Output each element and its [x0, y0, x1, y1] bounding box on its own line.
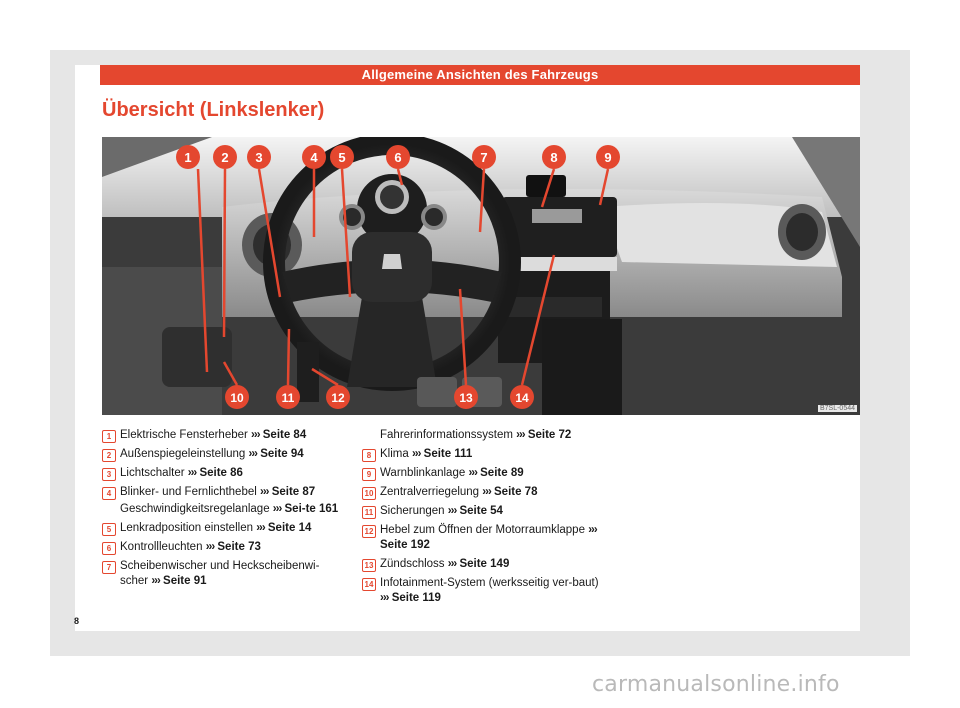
svg-text:2: 2 [221, 150, 229, 165]
callout-5 [330, 145, 354, 169]
page-reference[interactable]: ››› Seite 111 [411, 448, 473, 460]
svg-text:3: 3 [255, 150, 263, 165]
legend-item [362, 523, 602, 553]
legend-item [102, 447, 342, 462]
callout-14 [510, 385, 534, 409]
legend-text: Lenkradposition einstellen [120, 522, 253, 534]
callout-2 [213, 145, 237, 169]
legend-item [362, 576, 602, 606]
page-reference[interactable]: ››› Seite 91 [151, 575, 207, 587]
legend-text: Hebel zum Öffnen der Motorraumklappe [380, 524, 585, 536]
page-reference[interactable]: ››› Seite 84 [251, 429, 307, 441]
callout-8 [542, 145, 566, 169]
page-reference[interactable]: ››› Seite 119 [380, 592, 441, 604]
legend-text: Infotainment-System (werksseitig ver-baut) [380, 577, 599, 589]
dashboard-photo [102, 137, 860, 415]
legend-item [102, 466, 342, 481]
callout-12 [326, 385, 350, 409]
legend-text: Scheibenwischer und Heckscheibenwi-scher [120, 560, 320, 587]
page-reference[interactable]: ››› Seite 87 [260, 486, 316, 498]
legend-number: 12 [362, 525, 376, 538]
svg-text:8: 8 [550, 150, 558, 165]
legend-text: Sicherungen [380, 505, 445, 517]
legend-item [362, 447, 602, 462]
page-reference[interactable]: ››› Seite 86 [187, 467, 243, 479]
page-number: 8 [74, 616, 80, 626]
legend-text: Lichtschalter [120, 467, 185, 479]
section-header: Allgemeine Ansichten des Fahrzeugs [100, 65, 860, 85]
callout-11 [276, 385, 300, 409]
svg-text:6: 6 [394, 150, 402, 165]
callout-9 [596, 145, 620, 169]
svg-text:4: 4 [310, 150, 318, 165]
svg-text:1: 1 [184, 150, 192, 165]
legend-text: Kontrollleuchten [120, 541, 203, 553]
page-reference[interactable]: ››› Seite 54 [447, 505, 503, 517]
svg-text:7: 7 [480, 150, 488, 165]
svg-text:9: 9 [604, 150, 612, 165]
legend-item [362, 557, 602, 572]
legend-text: Elektrische Fensterheber [120, 429, 248, 441]
legend-number: 11 [362, 506, 376, 519]
legend-item [362, 466, 602, 481]
page-reference[interactable]: ››› Sei-te 161 [272, 503, 339, 515]
page-reference[interactable]: ››› Seite 94 [248, 448, 304, 460]
legend-text: Geschwindigkeitsregelanlage [120, 503, 270, 515]
page-reference[interactable]: ››› Seite 72 [516, 429, 572, 441]
page-reference[interactable]: ››› Seite 73 [205, 541, 261, 553]
legend-number: 10 [362, 487, 376, 500]
legend-item [102, 521, 342, 536]
svg-text:13: 13 [459, 391, 473, 405]
legend-text: Fahrerinformationssystem [380, 429, 513, 441]
legend-item [362, 504, 602, 519]
legend-right-column [362, 428, 602, 610]
legend-item [102, 428, 342, 443]
legend-item [102, 485, 342, 500]
callout-13 [454, 385, 478, 409]
svg-text:14: 14 [515, 391, 529, 405]
legend-item [102, 559, 342, 589]
page-reference[interactable]: ››› Seite 192 [380, 524, 597, 551]
legend-number: 5 [102, 523, 116, 536]
legend-number: 14 [362, 578, 376, 591]
page-reference[interactable]: ››› Seite 89 [468, 467, 524, 479]
legend-number: 4 [102, 487, 116, 500]
legend-number: 13 [362, 559, 376, 572]
figure-code: B7SL-0544 [819, 405, 855, 412]
legend-number: 2 [102, 449, 116, 462]
legend-text: Zündschloss [380, 558, 445, 570]
page-reference[interactable]: ››› Seite 78 [482, 486, 538, 498]
callout-7 [472, 145, 496, 169]
legend-text: Warnblinkanlage [380, 467, 466, 479]
svg-text:5: 5 [338, 150, 346, 165]
callout-10 [225, 385, 249, 409]
legend-item [102, 540, 342, 555]
legend-text: Außenspiegeleinstellung [120, 448, 246, 460]
legend-left-column [102, 428, 342, 593]
legend-item [362, 428, 602, 443]
svg-text:10: 10 [230, 391, 244, 405]
callout-6 [386, 145, 410, 169]
callout-layer [102, 137, 860, 415]
legend-number: 3 [102, 468, 116, 481]
legend-text: Blinker- und Fernlichthebel [120, 486, 257, 498]
svg-text:11: 11 [281, 391, 295, 405]
callout-4 [302, 145, 326, 169]
legend-text: Zentralverriegelung [380, 486, 480, 498]
page-reference[interactable]: ››› Seite 149 [447, 558, 510, 570]
page-reference[interactable]: ››› Seite 14 [256, 522, 312, 534]
watermark: carmanualsonline.info [592, 672, 840, 697]
legend-number: 6 [102, 542, 116, 555]
legend-item [102, 502, 342, 517]
legend-number: 8 [362, 449, 376, 462]
legend-item [362, 485, 602, 500]
legend-text: Klima [380, 448, 409, 460]
page-title: Übersicht (Linkslenker) [102, 99, 325, 121]
legend-number: 1 [102, 430, 116, 443]
legend-number: 7 [102, 561, 116, 574]
svg-text:12: 12 [331, 391, 345, 405]
callout-3 [247, 145, 271, 169]
legend-number: 9 [362, 468, 376, 481]
callout-1 [176, 145, 200, 169]
